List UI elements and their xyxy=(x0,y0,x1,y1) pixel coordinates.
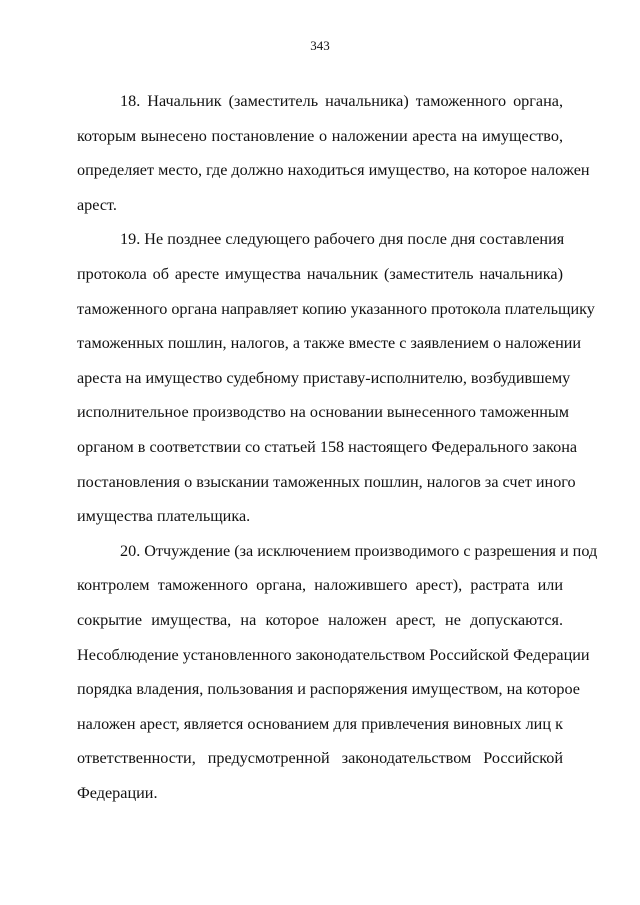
text-line: органом в соответствии со статьей 158 настоящего Федерального закона xyxy=(77,437,578,456)
text-line: арест. xyxy=(77,195,117,214)
paragraph-19 xyxy=(77,222,595,533)
text-line: контролем таможенного органа, наложившего арест), растрата или xyxy=(77,576,563,595)
text-line: таможенного органа направляет копию указанного протокола плательщику xyxy=(77,299,595,318)
text-line: протокола об аресте имущества начальник (заместитель начальника) xyxy=(77,264,563,283)
text-line: Федерации. xyxy=(77,783,158,802)
paragraph-20 xyxy=(77,534,598,811)
text-line: 18. Начальник (заместитель начальника) таможенного органа, xyxy=(120,92,563,110)
text-line: 20. Отчуждение (за исключением производимого с разрешения и под xyxy=(120,541,598,560)
text-line: таможенных пошлин, налогов, а также вместе с заявлением о наложении xyxy=(77,334,582,353)
text-line: Несоблюдение установленного законодательством Российской Федерации xyxy=(77,645,590,664)
text-line: которым вынесено постановление о наложении ареста на имущество, xyxy=(77,126,563,145)
text-line: сокрытие имущества, на которое наложен арест, не допускаются. xyxy=(77,610,563,629)
text-line: порядка владения, пользования и распоряжения имуществом, на которое xyxy=(77,680,580,699)
document-body xyxy=(77,84,598,810)
text-line: 19. Не позднее следующего рабочего дня после дня составления xyxy=(120,230,565,249)
text-line: наложен арест, является основанием для привлечения виновных лиц к xyxy=(77,714,563,733)
text-line: имущества плательщика. xyxy=(77,507,251,526)
text-line: ответственности, предусмотренной законодательством Российской xyxy=(77,749,563,768)
text-line: ареста на имущество судебному приставу-исполнителю, возбудившему xyxy=(77,368,571,387)
text-line: постановления о взыскании таможенных пошлин, налогов за счет иного xyxy=(77,472,576,491)
text-line: исполнительное производство на основании вынесенного таможенным xyxy=(77,403,570,422)
paragraph-18 xyxy=(77,84,590,222)
page-number: 343 xyxy=(310,38,330,53)
text-line: определяет место, где должно находиться имущество, на которое наложен xyxy=(77,161,590,180)
